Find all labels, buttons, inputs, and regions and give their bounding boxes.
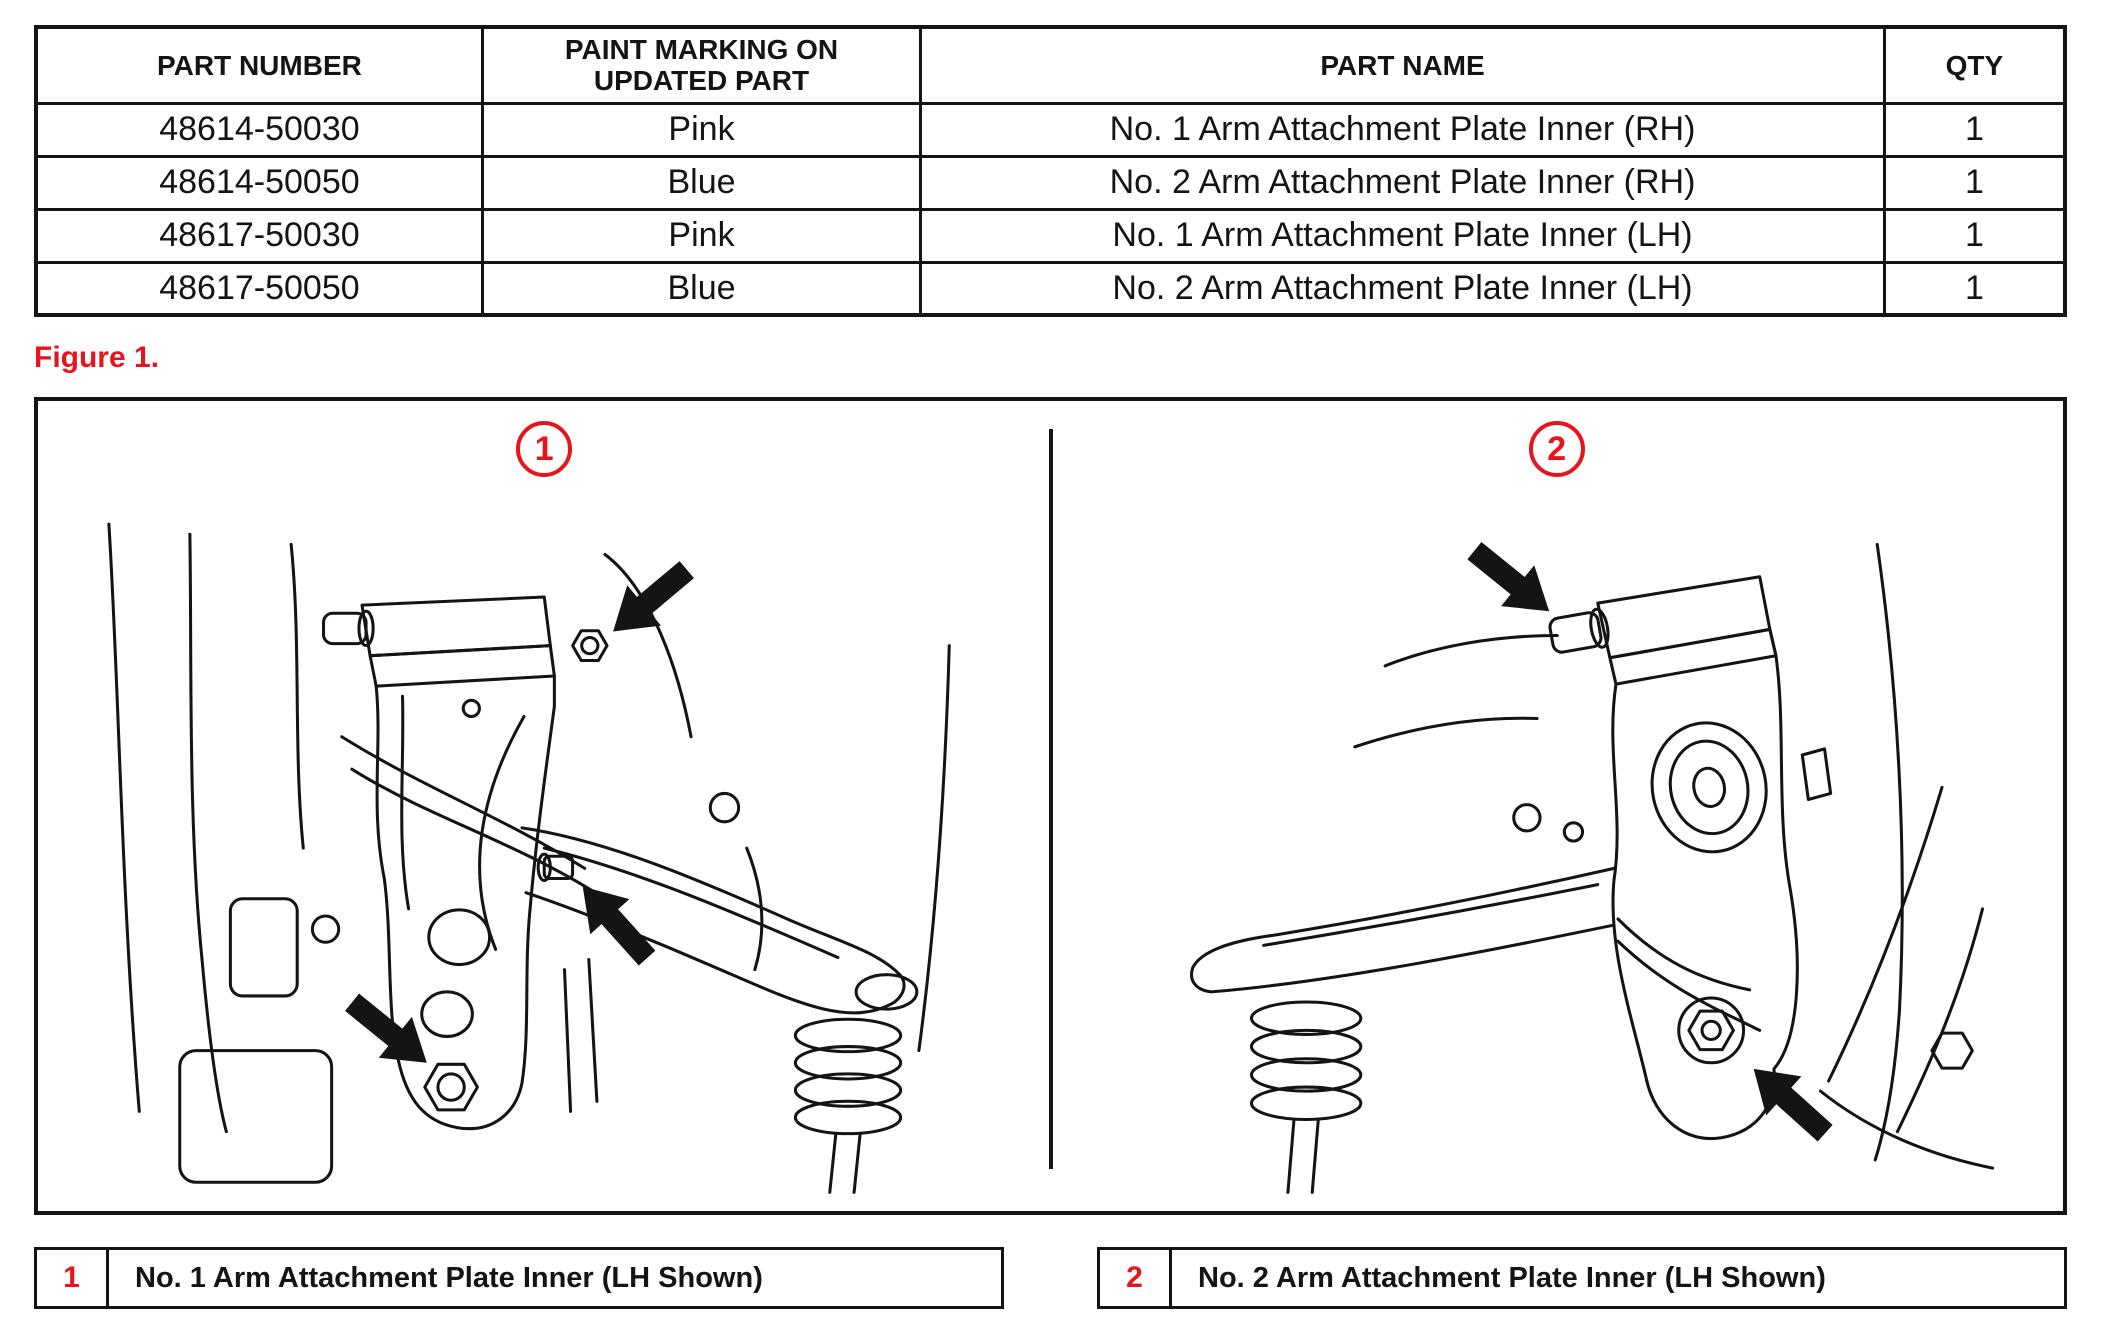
table-row [36,262,2065,315]
table-row [36,209,2065,262]
coil-spring [795,1019,900,1192]
cell-part-number: 48617-50030 [36,209,482,262]
cell-paint-marking: Blue [482,262,920,315]
cell-part-number: 48614-50030 [36,103,482,156]
control-arm [1191,868,1613,992]
cell-part-number: 48617-50050 [36,262,482,315]
parts-table [34,25,2067,317]
cell-paint-marking: Pink [482,103,920,156]
part-illustration-no2-plate [1051,477,2064,1199]
cell-qty: 1 [1884,103,2065,156]
cell-part-name: No. 2 Arm Attachment Plate Inner (RH) [921,156,1885,209]
upper-bolt-icon [324,611,374,645]
cell-qty: 1 [1884,156,2065,209]
cell-part-name: No. 1 Arm Attachment Plate Inner (RH) [921,103,1885,156]
legend-number: 2 [1100,1250,1172,1306]
callout-arrow-icon [596,549,704,651]
callout-arrow-icon [1736,1049,1843,1152]
body-panel-lines [109,524,339,1182]
table-header-row [36,27,2065,103]
col-header-qty: QTY [1884,27,2065,103]
figure-box [34,397,2067,1215]
legend-label: No. 2 Arm Attachment Plate Inner (LH Shown) [1198,1261,1826,1294]
cell-part-number: 48614-50050 [36,156,482,209]
bushing [1640,712,1778,862]
col-header-paint-marking: PAINT MARKING ON UPDATED PART [482,27,920,103]
legend-number: 1 [37,1250,109,1306]
cell-paint-marking: Pink [482,209,920,262]
col-header-part-number: PART NUMBER [36,27,482,103]
cell-qty: 1 [1884,209,2065,262]
table-row [36,156,2065,209]
figure-panel-1 [38,401,1051,1211]
figure-panel-2 [1051,401,2064,1211]
cell-qty: 1 [1884,262,2065,315]
cell-part-name: No. 2 Arm Attachment Plate Inner (LH) [921,262,1885,315]
part-illustration-no1-plate [38,477,1051,1199]
lower-bolt-icon [425,1064,478,1110]
attachment-plate-no1 [324,597,608,1129]
callout-arrow-icon [1457,530,1565,631]
attachment-plate-no2 [1548,577,1830,1139]
callout-number-1: 1 [516,421,572,477]
coil-spring [1251,1002,1360,1192]
legend-item-2 [1097,1247,2067,1309]
upper-nut-icon [573,631,607,661]
table-row [36,103,2065,156]
body-panel-lines [1354,636,1582,842]
body-structure-lines [1820,544,1992,1168]
callout-arrow-icon [563,869,666,976]
control-arm [522,828,917,1013]
cell-paint-marking: Blue [482,156,920,209]
legend-label: No. 1 Arm Attachment Plate Inner (LH Shown) [135,1261,763,1294]
legend-item-1 [34,1247,1004,1309]
figure-legend [34,1247,2067,1309]
col-header-part-name: PART NAME [921,27,1885,103]
callout-number-2: 2 [1529,421,1585,477]
figure-label: Figure 1. [34,341,160,374]
cell-part-name: No. 1 Arm Attachment Plate Inner (LH) [921,209,1885,262]
